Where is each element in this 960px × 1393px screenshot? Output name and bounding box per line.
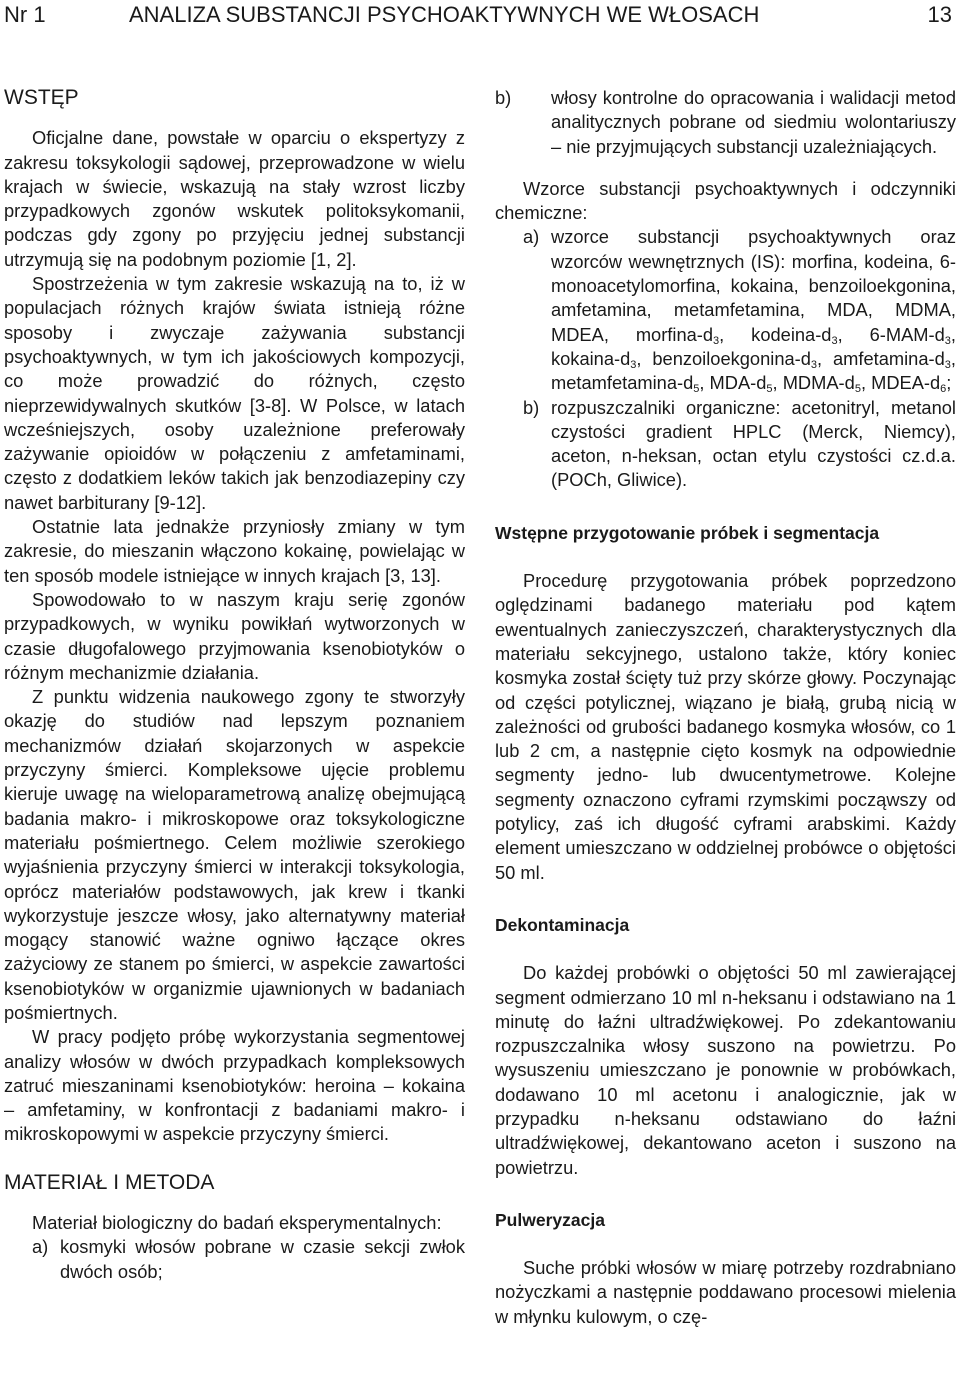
paragraph: Do każdej probówki o objętości 50 ml zawierającej segment odmierzano 10 ml n-heksanu i odstawiano na 1 minutę do łaźni ultradźwiękowej. Po zdekantowaniu rozpuszczalnika włosy suszono na powietrzu. Po wysuszeniu umieszczano je ponownie w probówkach, dodawano 10 ml acetonu i analogicznie, jak w przypadku n-heksanu odstawiano do łaźni ultradźwiękowej, dekantowano aceton i suszono na powietrzu. bbox=[495, 962, 956, 1178]
paragraph: Z punktu widzenia naukowego zgony te stworzyły okazję do studiów nad lepszym poznaniem mechanizmów działań skojarzonych w aspekcie przyczyny śmierci. Kompleksowe ujęcie problemu kieruje uwagę na wieloparametrową analizę obejmującą badania makro- i mikroskopowe oraz toksykologiczne materiału pośmiertnego. Celem możliwie szerokiego wyjaśnienia przyczyny śmierci w interakcji toksykologia, oprócz materiałów podstawowych, jak krew i tkanki wykorzystuje jeszcze włosy, jako alternatywny materiał mogący stanowić ważne ogniwo łączące okres zażyciowy ze stanem po śmierci, w aspekcie zawartości ksenobiotyków w organizmie ujawnionych w badaniach pośmiertnych. bbox=[4, 686, 465, 1023]
list-label: b) bbox=[523, 396, 540, 418]
list-label: a) bbox=[523, 226, 540, 248]
list-text: rozpuszczalniki organiczne: acetonitryl, metanol czystości gradient HPLC (Merck, Niemcy), aceton, n-heksan, octan etylu czystości cz.d.a. (POCh, Gliwice). bbox=[551, 396, 956, 491]
list-label: a) bbox=[32, 1236, 49, 1258]
list-item bbox=[495, 225, 956, 395]
section-heading-material: MATERIAŁ I METODA bbox=[4, 1170, 215, 1194]
standards-list bbox=[495, 225, 956, 492]
list-text: włosy kontrolne do opracowania i walidacji metod analitycznych pobrane od siedmiu wolontariuszy – nie przyjmujących substancji uzależniających. bbox=[551, 87, 956, 157]
list-item bbox=[4, 1235, 465, 1284]
subheading-decontamination: Dekontaminacja bbox=[495, 914, 630, 935]
right-column bbox=[495, 86, 956, 1329]
paragraph: Materiał biologiczny do badań eksperymentalnych: bbox=[32, 1212, 442, 1234]
material-list bbox=[4, 1235, 465, 1284]
section-heading-wstep: WSTĘP bbox=[4, 86, 79, 109]
subheading-pulverization: Pulweryzacja bbox=[495, 1209, 605, 1230]
paragraph: Ostatnie lata jednakże przyniosły zmiany w tym zakresie, do mieszanin włączono kokainę, powielając w ten sposób modele istniejące w innych krajach [3, 13]. bbox=[4, 516, 465, 586]
paragraph: Spowodowało to w naszym kraju serię zgonów przypadkowych, w wyniku powikłań wytworzonych w czasie długofalowego przyjmowania ksenobiotyków o różnym mechanizmie działania. bbox=[4, 588, 465, 683]
list-text: kosmyki włosów pobrane w czasie sekcji zwłok dwóch osób; bbox=[60, 1236, 465, 1282]
material-list-cont bbox=[495, 86, 956, 159]
running-header bbox=[0, 0, 960, 34]
paragraph: Procedurę przygotowania próbek poprzedzono oględzinami badanego materiału pod kątem ewentualnych zanieczyszczeń, charakterystycznych dla materiału sekcyjnego, ustalono także, który koniec kosmyka został ścięty tuż przy skórze głowy. Poczynając od części potylicznej, wiązano je białą, grubą nicią w zależności od grubości badanego kosmyka włosów, co 1 lub 2 cm, a następnie cięto kosmyk na odpowiednie segmenty jedno- lub dwucentymetrowe. Kolejne segmenty oznaczono cyframi rzymskimi począwszy od potylicy, zaś ich długość cyframi arabskimi. Każdy element umieszczano w oddzielnej probówce o objętości 50 ml. bbox=[495, 570, 956, 883]
running-title: ANALIZA SUBSTANCJI PSYCHOAKTYWNYCH WE WŁOSACH bbox=[129, 2, 760, 27]
subheading-preparation: Wstępne przygotowanie próbek i segmentacja bbox=[495, 522, 880, 543]
paragraph: Spostrzeżenia w tym zakresie wskazują na to, iż w populacjach różnych krajów świata istnieją różne sposoby i zwyczaje zażywania substancji psychoaktywnych, w tym ich jakościowych kompozycji, co może prowadzić do różnych, często nieprzewidywalnych skutków [3-8]. W Polsce, w latach wcześniejszych, osoby uzależnione preferowały zażywanie opioidów w połączeniu z amfetaminami, często z dodatkiem leków takich jak benzodiazepiny czy nawet barbiturany [9-12]. bbox=[4, 273, 465, 513]
list-item bbox=[495, 396, 956, 493]
paragraph: Suche próbki włosów w miarę potrzeby rozdrabniano nożyczkami a następnie poddawano procesowi mielenia w młynku kulowym, o czę- bbox=[495, 1257, 956, 1327]
list-label: b) bbox=[495, 87, 512, 108]
paragraph: W pracy podjęto próbę wykorzystania segmentowej analizy włosów w dwóch przypadkach kompleksowych zatruć mieszaninami ksenobiotyków: heroina – kokaina – amfetaminy, w konfrontacji z badaniami makro- i mikroskopowymi w aspekcie przyczyny śmierci. bbox=[4, 1026, 465, 1145]
list-item bbox=[495, 86, 956, 159]
paragraph: Oficjalne dane, powstałe w oparciu o ekspertyzy z zakresu toksykologii sądowej, przeprowadzone w wielu krajach w świecie, wskazują na stały wzrost liczby przypadkowych zgonów wskutek politoksykomanii, podczas gdy zgony po przyjęciu jednej substancji utrzymują się na podobnym poziomie [1, 2]. bbox=[4, 127, 465, 270]
page-number: 13 bbox=[927, 2, 952, 27]
issue-number: Nr 1 bbox=[4, 2, 46, 27]
list-text: wzorce substancji psychoaktywnych oraz wzorców wewnętrznych (IS): morfina, kodeina, 6-monoacetylomorfina, kokaina, benzoiloekgonina, amfetamina, metamfetamina, MDA, MDMA, MDEA, morfina-$d_3$, kodeina-$d_3$, $6-MAM-d_3$, kokaina-$d_3$, benzoiloekgonina-$d_3$, amfetamina-$d_3$, metamfetamina-$d_5$, MDA-$d_5$, MDMA-$d_5$, MDEA-$d_6$; bbox=[551, 226, 956, 396]
left-column bbox=[4, 86, 465, 1284]
paragraph: Wzorce substancji psychoaktywnych i odczynniki chemiczne: bbox=[495, 177, 956, 224]
